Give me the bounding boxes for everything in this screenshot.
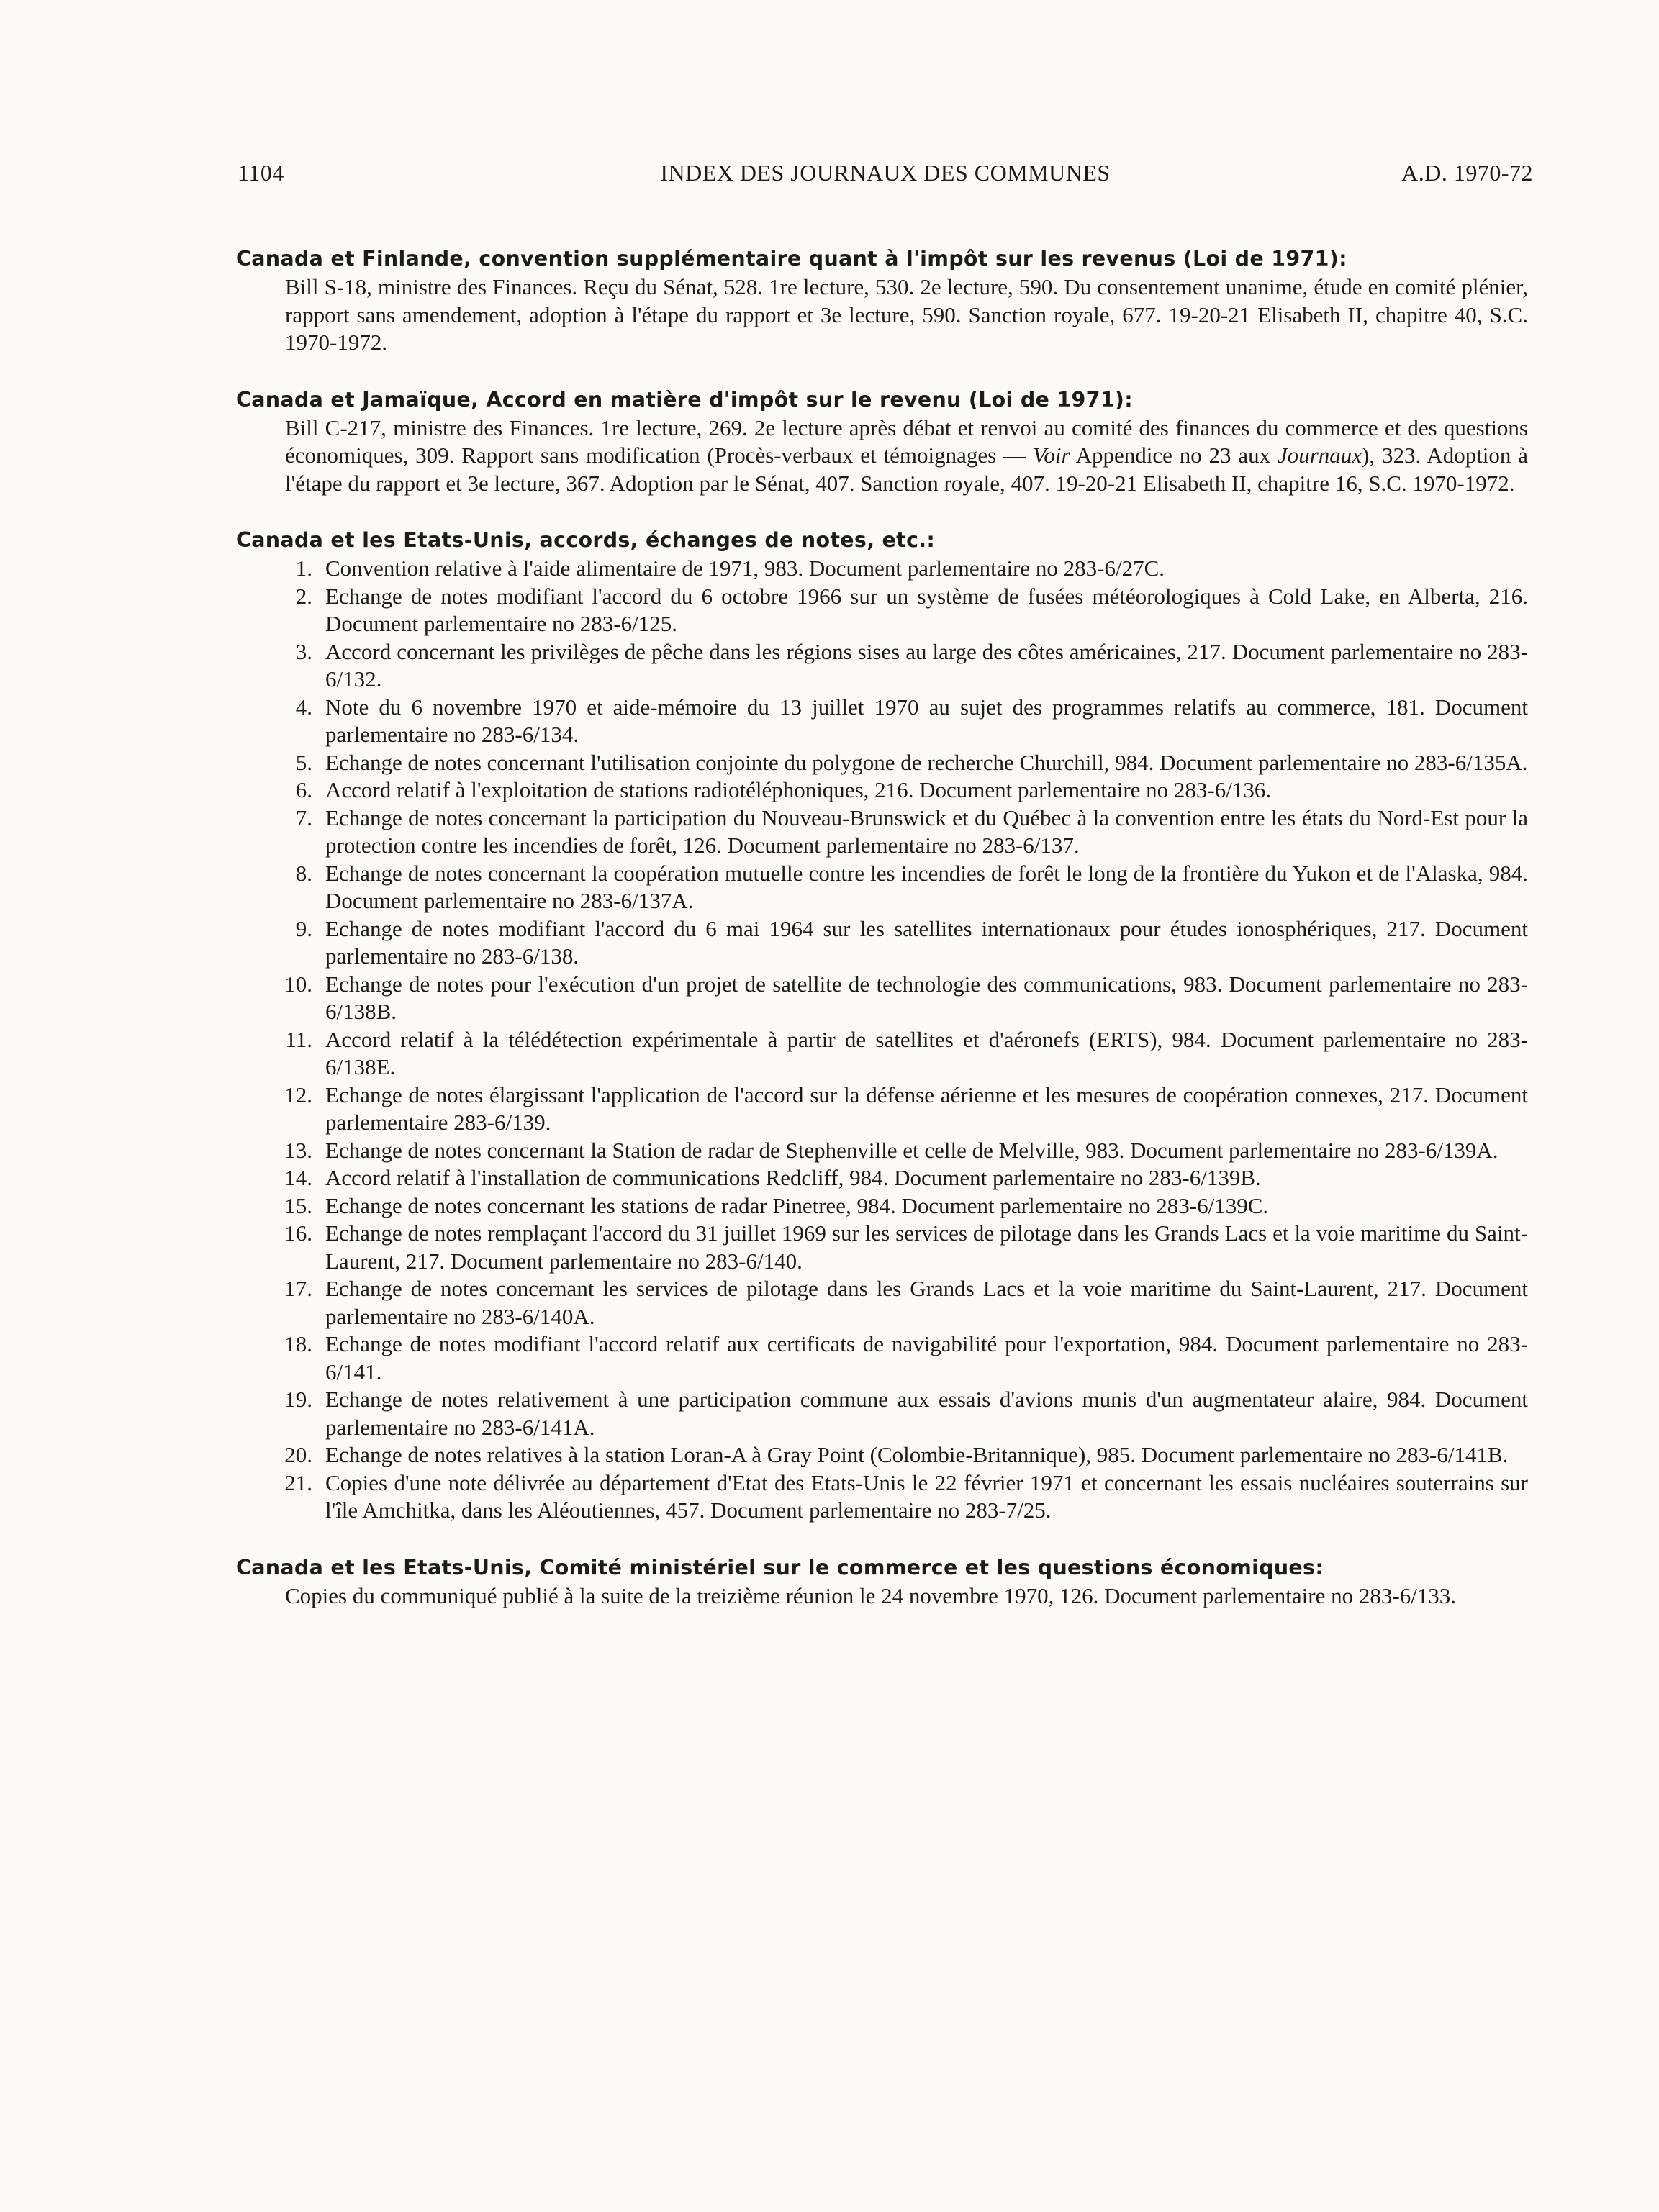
list-item <box>236 1137 1528 1165</box>
index-entry <box>236 526 1528 1525</box>
running-title: INDEX DES JOURNAUX DES COMMUNES <box>660 160 1111 186</box>
list-item-text: Accord relatif à l'exploitation de stations radiotéléphoniques, 216. Document parlementaire no 283-6/136. <box>325 777 1272 802</box>
entry-text-voir: Voir <box>1032 443 1070 468</box>
list-item <box>236 749 1528 777</box>
entry-heading: Canada et les Etats-Unis, Comité ministériel sur le commerce et les questions économiques: <box>236 1555 1324 1579</box>
list-item-text: Accord relatif à l'installation de communications Redcliff, 984. Document parlementaire no 283-6/139B. <box>325 1165 1261 1190</box>
list-item <box>236 1220 1528 1275</box>
list-item-number: 7. <box>295 804 312 830</box>
entry-text-part: ), 323. Adoption à l'étape du rapport et 3e lecture, 367. Adoption par le Sénat, 407. Sanction royale, 407. 19-20-21 Elisabeth II, chapitre 16, S.C. 1970-1972. <box>285 443 1528 496</box>
list-item-number: 17. <box>284 1276 312 1301</box>
index-content <box>236 245 1528 1638</box>
list-item-number: 6. <box>295 777 312 802</box>
list-item-text: Echange de notes modifiant l'accord du 6 mai 1964 sur les satellites internationaux pour études ionosphériques, 217. Document parlementaire no 283-6/138. <box>325 915 1528 969</box>
list-item <box>236 1082 1528 1137</box>
list-item-number: 16. <box>284 1220 312 1246</box>
index-entry <box>236 245 1528 357</box>
list-item-text: Accord relatif à la télédétection expérimentale à partir de satellites et d'aéronefs (ERTS), 984. Document parlementaire no 283-6/138E. <box>325 1026 1528 1079</box>
list-item-number: 10. <box>284 971 312 997</box>
entry-heading: Canada et Finlande, convention supplémentaire quant à l'impôt sur les revenus (Loi de 1971): <box>236 247 1347 271</box>
entry-text-journaux: Journaux <box>1277 443 1362 468</box>
list-item <box>236 776 1528 804</box>
index-entry <box>236 386 1528 498</box>
entry-heading: Canada et Jamaïque, Accord en matière d'impôt sur le revenu (Loi de 1971): <box>236 387 1133 412</box>
list-item-text: Echange de notes concernant la Station de radar de Stephenville et celle de Melville, 983. Document parlementaire no 283-6/139A. <box>325 1137 1498 1163</box>
list-item-number: 1. <box>295 556 312 581</box>
list-item-number: 18. <box>284 1331 312 1356</box>
list-item <box>236 1469 1528 1525</box>
list-item-text: Accord concernant les privilèges de pêche dans les régions sises au large des côtes américaines, 217. Document parlementaire no 283-6/132. <box>325 638 1528 692</box>
entry-text <box>285 414 1528 498</box>
list-item-number: 4. <box>295 694 312 720</box>
list-item <box>236 638 1528 694</box>
entry-heading: Canada et les Etats-Unis, accords, échanges de notes, etc.: <box>236 528 936 552</box>
list-item-text: Echange de notes relativement à une participation commune aux essais d'avions munis d'un augmentateur alaire, 984. Document parlementaire no 283-6/141A. <box>325 1387 1528 1440</box>
list-item <box>236 860 1528 915</box>
list-item-text: Echange de notes remplaçant l'accord du 31 juillet 1969 sur les services de pilotage dans les Grands Lacs et la voie maritime du Saint-Laurent, 217. Document parlementaire no 283-6/140. <box>325 1220 1528 1274</box>
list-item-number: 5. <box>295 749 312 775</box>
list-item <box>236 1331 1528 1386</box>
list-item <box>236 1164 1528 1192</box>
list-item-number: 11. <box>285 1026 312 1052</box>
page-number: 1104 <box>238 160 284 186</box>
list-item-number: 13. <box>284 1137 312 1163</box>
list-item-number: 9. <box>295 915 312 941</box>
list-item-text: Echange de notes concernant la coopération mutuelle contre les incendies de forêt le long de la frontière du Yukon et de l'Alaska, 984. Document parlementaire no 283-6/137A. <box>325 860 1528 913</box>
list-item <box>236 694 1528 749</box>
list-item-text: Copies d'une note délivrée au département d'Etat des Etats-Unis le 22 février 1971 et concernant les essais nucléaires souterrains sur l'île Amchitka, dans les Aléoutiennes, 457. Document parlementaire no 283-7/25. <box>325 1469 1528 1523</box>
list-item <box>236 555 1528 583</box>
list-item <box>236 804 1528 860</box>
list-item-text: Echange de notes relatives à la station Loran-A à Gray Point (Colombie-Britannique), 985. Document parlementaire no 283-6/141B. <box>325 1442 1509 1467</box>
list-item <box>236 1386 1528 1441</box>
list-item <box>236 1441 1528 1469</box>
entry-text: Copies du communiqué publié à la suite de la treizième réunion le 24 novembre 1970, 126. Document parlementaire no 283-6/133. <box>285 1582 1457 1608</box>
list-item <box>236 1026 1528 1082</box>
list-item-number: 21. <box>284 1469 312 1495</box>
list-item-text: Echange de notes modifiant l'accord du 6 octobre 1966 sur un système de fusées météorologiques à Cold Lake, en Alberta, 216. Document parlementaire no 283-6/125. <box>325 583 1528 636</box>
list-item-number: 15. <box>284 1192 312 1218</box>
list-item <box>236 583 1528 638</box>
list-item-text: Echange de notes concernant l'utilisation conjointe du polygone de recherche Churchill, 984. Document parlementaire no 283-6/135A. <box>325 749 1528 775</box>
list-item-text: Echange de notes concernant la participation du Nouveau-Brunswick et du Québec à la convention entre les états du Nord-Est pour la protection contre les incendies de forêt, 126. Document parlementaire no 283-6/137. <box>325 804 1528 858</box>
list-item-text: Convention relative à l'aide alimentaire de 1971, 983. Document parlementaire no 283-6/27C. <box>325 556 1165 581</box>
list-item-text: Echange de notes élargissant l'application de l'accord sur la défense aérienne et les mesures de coopération connexes, 217. Document parlementaire 283-6/139. <box>325 1082 1528 1135</box>
period: A.D. 1970-72 <box>1401 160 1533 186</box>
list-item-text: Echange de notes concernant les stations de radar Pinetree, 984. Document parlementaire no 283-6/139C. <box>325 1192 1269 1218</box>
list-item-text: Echange de notes pour l'exécution d'un projet de satellite de technologie des communications, 983. Document parlementaire no 283-6/138B. <box>325 971 1528 1024</box>
numbered-list <box>236 555 1528 1525</box>
list-item-number: 3. <box>295 638 312 664</box>
entry-text: Bill S-18, ministre des Finances. Reçu du Sénat, 528. 1re lecture, 530. 2e lecture, 590. Du consentement unanime, étude en comité plénier, rapport sans amendement, adoption à l'étape du rapport et 3e lecture, 590. Sanction royale, 677. 19-20-21 Elisabeth II, chapitre 40, S.C. 1970-1972. <box>285 274 1528 355</box>
list-item-number: 20. <box>284 1442 312 1467</box>
list-item-number: 14. <box>284 1165 312 1190</box>
list-item-text: Note du 6 novembre 1970 et aide-mémoire du 13 juillet 1970 au sujet des programmes relatifs au commerce, 181. Document parlementaire no 283-6/134. <box>325 694 1528 747</box>
running-head <box>238 160 1533 196</box>
list-item <box>236 1192 1528 1220</box>
entry-text-part: Bill C-217, ministre des Finances. 1re lecture, 269. 2e lecture après débat et renvoi au comité des finances du commerce et des questions économiques, 309. Rapport sans modification (Procès-verbaux et témoignages — <box>285 414 1528 468</box>
list-item <box>236 915 1528 971</box>
list-item <box>236 971 1528 1026</box>
list-item-text: Echange de notes modifiant l'accord relatif aux certificats de navigabilité pour l'exportation, 984. Document parlementaire no 283-6/141. <box>325 1331 1528 1384</box>
list-item-text: Echange de notes concernant les services de pilotage dans les Grands Lacs et la voie maritime du Saint-Laurent, 217. Document parlementaire no 283-6/140A. <box>325 1276 1528 1329</box>
index-entry <box>236 1554 1528 1610</box>
list-item-number: 8. <box>295 860 312 886</box>
list-item-number: 19. <box>284 1387 312 1412</box>
list-item-number: 12. <box>284 1082 312 1107</box>
list-item <box>236 1275 1528 1331</box>
list-item-number: 2. <box>295 583 312 609</box>
entry-text-part: Appendice no 23 aux <box>1070 443 1278 468</box>
